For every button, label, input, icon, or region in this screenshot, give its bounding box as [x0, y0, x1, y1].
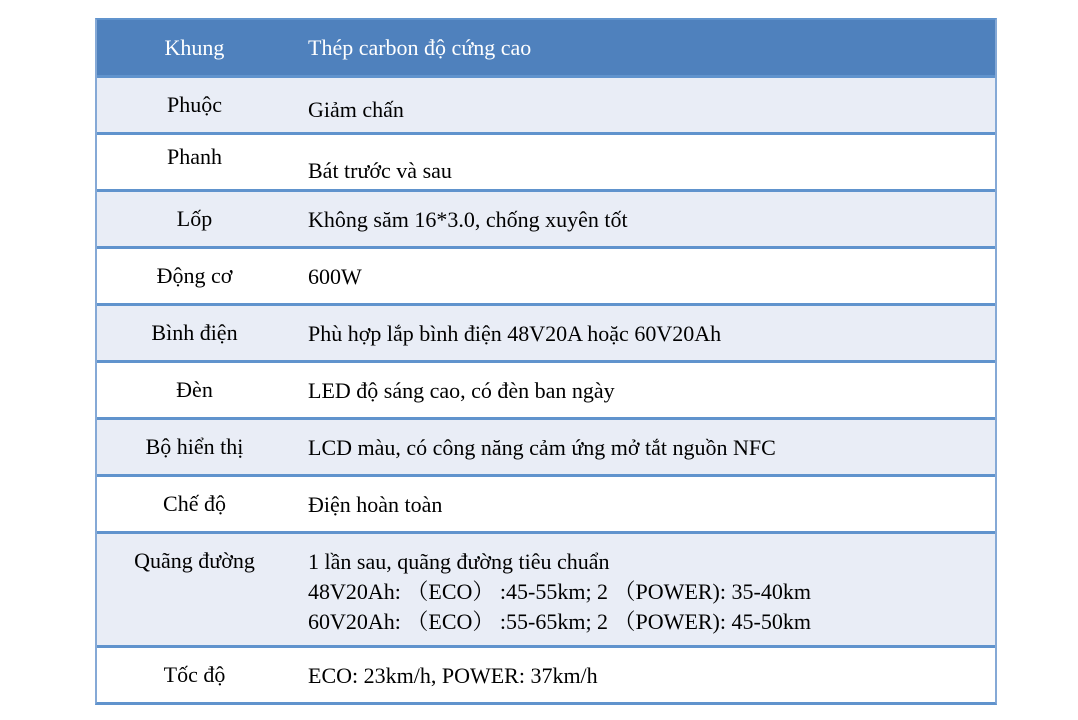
value-line: 600W [308, 263, 362, 289]
row-label: Quãng đường [134, 548, 255, 573]
table-row [97, 189, 995, 246]
row-label: Phuộc [167, 92, 222, 117]
row-value [292, 648, 995, 702]
table-row [97, 417, 995, 474]
value-line: Phù hợp lắp bình điện 48V20A hoặc 60V20Ah [308, 320, 722, 346]
table-row [97, 132, 995, 189]
table-row [97, 246, 995, 303]
row-value [292, 249, 995, 303]
row-label: Lốp [176, 206, 213, 231]
row-label: Bình điện [151, 320, 238, 345]
row-value [292, 192, 995, 246]
table-row [97, 531, 995, 645]
row-value [292, 135, 995, 189]
row-label: Đèn [176, 377, 213, 402]
row-value [292, 363, 995, 417]
row-value [292, 477, 995, 531]
value-line: LED độ sáng cao, có đèn ban ngày [308, 377, 615, 403]
row-value [292, 534, 995, 645]
value-line: Điện hoàn toàn [308, 491, 443, 517]
row-value [292, 306, 995, 360]
table-header-row [97, 20, 995, 75]
row-label: Bộ hiển thị [145, 434, 244, 459]
table-row [97, 360, 995, 417]
value-line: Không săm 16*3.0, chống xuyên tốt [308, 206, 628, 232]
table-row [97, 474, 995, 531]
row-label: Chế độ [163, 491, 226, 516]
header-value: Thép carbon độ cứng cao [308, 34, 532, 60]
value-line: 60V20Ah: （ECO） :55-65km; 2 （POWER): 45-50km [308, 609, 811, 634]
header-label: Khung [164, 34, 225, 60]
table-body [97, 75, 995, 702]
row-label: Động cơ [156, 263, 233, 288]
value-line: Bát trước và sau [308, 158, 452, 183]
value-line: ECO: 23km/h, POWER: 37km/h [308, 662, 598, 688]
table-row [97, 303, 995, 360]
table-row [97, 75, 995, 132]
value-line: Giảm chấn [308, 96, 404, 122]
table-row [97, 645, 995, 702]
spec-table [95, 18, 997, 705]
row-label: Tốc độ [163, 662, 226, 687]
value-line: LCD màu, có công năng cảm ứng mở tắt nguồn NFC [308, 434, 776, 460]
row-label: Phanh [167, 144, 222, 169]
row-value [292, 78, 995, 132]
value-line: 48V20Ah: （ECO） :45-55km; 2 （POWER): 35-40km [308, 579, 811, 604]
value-line: 1 lần sau, quãng đường tiêu chuẩn [308, 549, 610, 574]
row-value [292, 420, 995, 474]
